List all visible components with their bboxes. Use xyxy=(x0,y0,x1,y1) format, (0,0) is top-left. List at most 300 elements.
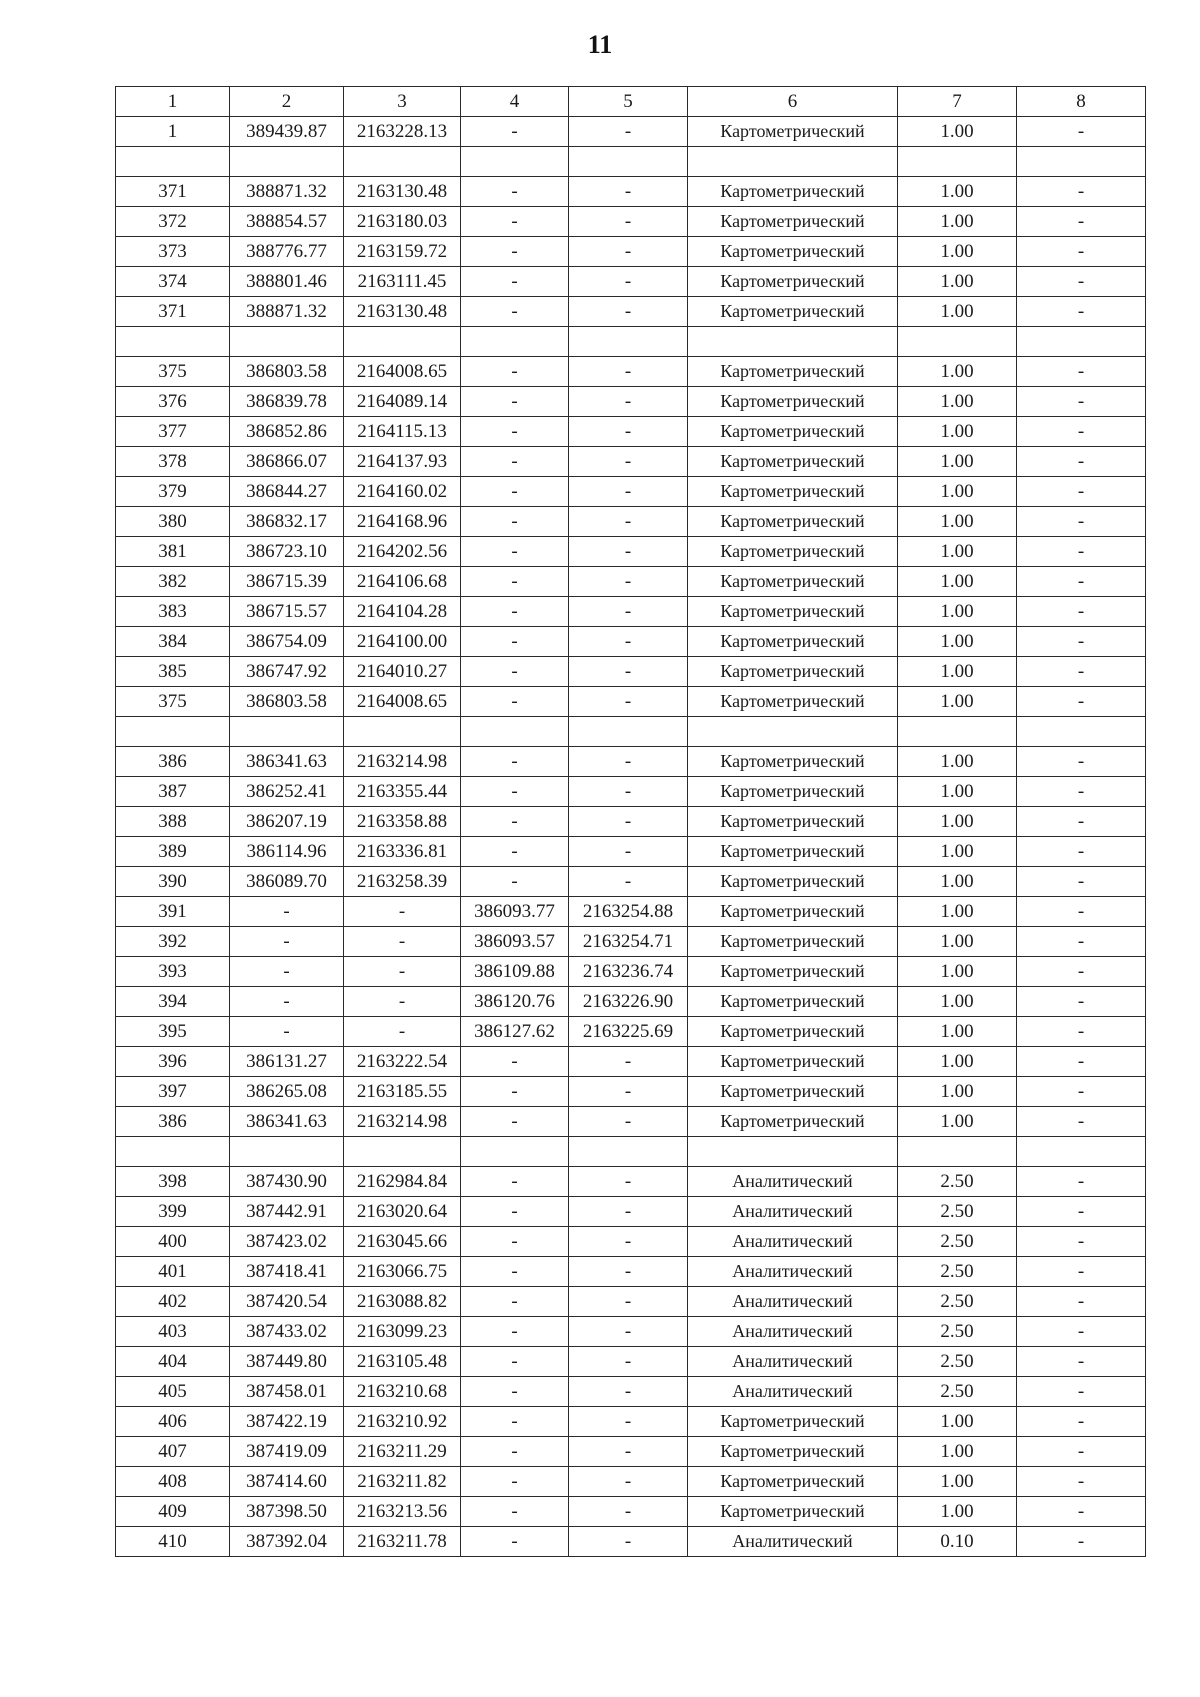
point-number-cell: 408 xyxy=(116,1467,230,1497)
y-coord-cell: 2163355.44 xyxy=(344,777,461,807)
y-new-cell: - xyxy=(569,177,688,207)
point-number-cell: 377 xyxy=(116,417,230,447)
note-cell xyxy=(1017,1137,1146,1167)
y-coord-cell: 2163130.48 xyxy=(344,177,461,207)
table-row xyxy=(116,597,1146,627)
y-new-cell: - xyxy=(569,417,688,447)
y-coord-cell: 2163211.78 xyxy=(344,1527,461,1557)
note-cell: - xyxy=(1017,1197,1146,1227)
x-coord-cell: 386723.10 xyxy=(230,537,344,567)
point-number-cell: 405 xyxy=(116,1377,230,1407)
point-number-cell: 371 xyxy=(116,177,230,207)
x-new-cell: - xyxy=(461,1317,569,1347)
accuracy-cell: 1.00 xyxy=(898,687,1017,717)
table-row xyxy=(116,477,1146,507)
method-cell: Картометрический xyxy=(688,1437,898,1467)
method-cell: Аналитический xyxy=(688,1317,898,1347)
x-coord-cell: 387433.02 xyxy=(230,1317,344,1347)
note-cell: - xyxy=(1017,1047,1146,1077)
table-row xyxy=(116,1317,1146,1347)
y-coord-cell: - xyxy=(344,927,461,957)
note-cell: - xyxy=(1017,1527,1146,1557)
y-new-cell: - xyxy=(569,1467,688,1497)
method-cell: Аналитический xyxy=(688,1377,898,1407)
note-cell: - xyxy=(1017,177,1146,207)
x-new-cell: - xyxy=(461,1287,569,1317)
y-coord-cell: 2163088.82 xyxy=(344,1287,461,1317)
y-new-cell: - xyxy=(569,387,688,417)
y-coord-cell: 2164137.93 xyxy=(344,447,461,477)
point-number-cell: 401 xyxy=(116,1257,230,1287)
note-cell: - xyxy=(1017,1287,1146,1317)
point-number-cell: 375 xyxy=(116,687,230,717)
table-row xyxy=(116,987,1146,1017)
accuracy-cell: 1.00 xyxy=(898,117,1017,147)
method-cell: Картометрический xyxy=(688,357,898,387)
y-new-cell: - xyxy=(569,447,688,477)
method-cell: Картометрический xyxy=(688,747,898,777)
note-cell: - xyxy=(1017,1437,1146,1467)
accuracy-cell: 2.50 xyxy=(898,1287,1017,1317)
note-cell: - xyxy=(1017,357,1146,387)
x-new-cell: - xyxy=(461,177,569,207)
note-cell: - xyxy=(1017,987,1146,1017)
method-cell: Картометрический xyxy=(688,507,898,537)
x-new-cell: - xyxy=(461,537,569,567)
point-number-cell: 374 xyxy=(116,267,230,297)
note-cell: - xyxy=(1017,1407,1146,1437)
x-coord-cell: 386114.96 xyxy=(230,837,344,867)
accuracy-cell: 1.00 xyxy=(898,207,1017,237)
x-new-cell: - xyxy=(461,657,569,687)
x-new-cell: - xyxy=(461,1467,569,1497)
y-new-cell: 2163236.74 xyxy=(569,957,688,987)
x-new-cell: - xyxy=(461,747,569,777)
table-row xyxy=(116,807,1146,837)
accuracy-cell: 1.00 xyxy=(898,537,1017,567)
table-row xyxy=(116,1107,1146,1137)
x-new-cell: - xyxy=(461,1167,569,1197)
table-row xyxy=(116,927,1146,957)
note-cell: - xyxy=(1017,837,1146,867)
x-new-cell: - xyxy=(461,447,569,477)
method-cell: Картометрический xyxy=(688,447,898,477)
note-cell: - xyxy=(1017,1257,1146,1287)
table-row xyxy=(116,1497,1146,1527)
y-coord-cell: 2163222.54 xyxy=(344,1047,461,1077)
note-cell: - xyxy=(1017,1077,1146,1107)
x-new-cell: - xyxy=(461,1437,569,1467)
x-coord-cell: 386715.39 xyxy=(230,567,344,597)
y-new-cell: - xyxy=(569,657,688,687)
x-new-cell xyxy=(461,1137,569,1167)
note-cell: - xyxy=(1017,1377,1146,1407)
x-new-cell: - xyxy=(461,597,569,627)
y-new-cell xyxy=(569,1137,688,1167)
y-new-cell: - xyxy=(569,1317,688,1347)
x-coord-cell: 386341.63 xyxy=(230,1107,344,1137)
point-number-cell xyxy=(116,327,230,357)
y-coord-cell: 2163214.98 xyxy=(344,747,461,777)
page-number: 11 xyxy=(587,30,613,59)
header-cell: 8 xyxy=(1017,87,1146,117)
x-coord-cell: 386844.27 xyxy=(230,477,344,507)
point-number-cell: 383 xyxy=(116,597,230,627)
note-cell: - xyxy=(1017,597,1146,627)
x-coord-cell: 387420.54 xyxy=(230,1287,344,1317)
x-new-cell: - xyxy=(461,1257,569,1287)
y-coord-cell: 2164202.56 xyxy=(344,537,461,567)
note-cell xyxy=(1017,717,1146,747)
point-number-cell: 402 xyxy=(116,1287,230,1317)
y-coord-cell: 2163211.82 xyxy=(344,1467,461,1497)
y-coord-cell: 2163210.92 xyxy=(344,1407,461,1437)
point-number-cell: 387 xyxy=(116,777,230,807)
x-new-cell: - xyxy=(461,1347,569,1377)
x-coord-cell: 387414.60 xyxy=(230,1467,344,1497)
accuracy-cell: 1.00 xyxy=(898,777,1017,807)
note-cell: - xyxy=(1017,627,1146,657)
accuracy-cell: 2.50 xyxy=(898,1257,1017,1287)
y-new-cell: - xyxy=(569,1497,688,1527)
note-cell: - xyxy=(1017,807,1146,837)
y-coord-cell xyxy=(344,327,461,357)
note-cell: - xyxy=(1017,1497,1146,1527)
x-coord-cell: - xyxy=(230,987,344,1017)
coordinates-table xyxy=(115,86,1146,1557)
method-cell: Аналитический xyxy=(688,1287,898,1317)
note-cell: - xyxy=(1017,117,1146,147)
y-coord-cell: 2163130.48 xyxy=(344,297,461,327)
point-number-cell: 379 xyxy=(116,477,230,507)
accuracy-cell: 0.10 xyxy=(898,1527,1017,1557)
method-cell: Картометрический xyxy=(688,987,898,1017)
y-new-cell: - xyxy=(569,1167,688,1197)
x-coord-cell: 387430.90 xyxy=(230,1167,344,1197)
point-number-cell: 393 xyxy=(116,957,230,987)
y-new-cell: - xyxy=(569,1047,688,1077)
y-new-cell: - xyxy=(569,807,688,837)
method-cell: Картометрический xyxy=(688,1467,898,1497)
y-coord-cell: 2162984.84 xyxy=(344,1167,461,1197)
note-cell: - xyxy=(1017,297,1146,327)
accuracy-cell: 1.00 xyxy=(898,1017,1017,1047)
note-cell: - xyxy=(1017,387,1146,417)
y-new-cell: - xyxy=(569,1227,688,1257)
accuracy-cell: 1.00 xyxy=(898,1407,1017,1437)
accuracy-cell: 1.00 xyxy=(898,987,1017,1017)
x-new-cell: - xyxy=(461,1107,569,1137)
x-coord-cell: 386131.27 xyxy=(230,1047,344,1077)
note-cell: - xyxy=(1017,237,1146,267)
y-new-cell: - xyxy=(569,747,688,777)
y-coord-cell xyxy=(344,147,461,177)
point-number-cell: 373 xyxy=(116,237,230,267)
method-cell: Картометрический xyxy=(688,267,898,297)
table-row xyxy=(116,537,1146,567)
y-coord-cell: - xyxy=(344,897,461,927)
method-cell: Картометрический xyxy=(688,387,898,417)
note-cell: - xyxy=(1017,777,1146,807)
method-cell: Картометрический xyxy=(688,477,898,507)
x-coord-cell: 386341.63 xyxy=(230,747,344,777)
x-new-cell xyxy=(461,717,569,747)
point-number-cell: 388 xyxy=(116,807,230,837)
point-number-cell: 410 xyxy=(116,1527,230,1557)
x-coord-cell: 388801.46 xyxy=(230,267,344,297)
point-number-cell: 380 xyxy=(116,507,230,537)
y-new-cell: - xyxy=(569,867,688,897)
method-cell: Картометрический xyxy=(688,597,898,627)
y-coord-cell: 2163185.55 xyxy=(344,1077,461,1107)
x-new-cell: - xyxy=(461,867,569,897)
y-new-cell xyxy=(569,147,688,177)
point-number-cell: 382 xyxy=(116,567,230,597)
method-cell: Картометрический xyxy=(688,417,898,447)
table-row xyxy=(116,747,1146,777)
x-new-cell xyxy=(461,147,569,177)
y-new-cell: - xyxy=(569,1257,688,1287)
table-row xyxy=(116,1287,1146,1317)
method-cell: Картометрический xyxy=(688,777,898,807)
y-coord-cell: 2164104.28 xyxy=(344,597,461,627)
x-coord-cell: 387418.41 xyxy=(230,1257,344,1287)
table-row xyxy=(116,417,1146,447)
point-number-cell: 378 xyxy=(116,447,230,477)
table-row xyxy=(116,837,1146,867)
y-coord-cell: 2163105.48 xyxy=(344,1347,461,1377)
y-coord-cell: - xyxy=(344,1017,461,1047)
method-cell: Аналитический xyxy=(688,1227,898,1257)
point-number-cell xyxy=(116,717,230,747)
x-new-cell: - xyxy=(461,477,569,507)
table-row xyxy=(116,1197,1146,1227)
method-cell: Картометрический xyxy=(688,927,898,957)
accuracy-cell: 1.00 xyxy=(898,867,1017,897)
x-new-cell: - xyxy=(461,357,569,387)
note-cell: - xyxy=(1017,1017,1146,1047)
table-row xyxy=(116,177,1146,207)
table-row xyxy=(116,1347,1146,1377)
y-new-cell: - xyxy=(569,1407,688,1437)
x-coord-cell xyxy=(230,147,344,177)
table-row xyxy=(116,507,1146,537)
y-coord-cell: 2164160.02 xyxy=(344,477,461,507)
accuracy-cell xyxy=(898,147,1017,177)
x-new-cell: - xyxy=(461,1527,569,1557)
method-cell: Картометрический xyxy=(688,1077,898,1107)
point-number-cell: 376 xyxy=(116,387,230,417)
point-number-cell: 395 xyxy=(116,1017,230,1047)
y-coord-cell: 2163213.56 xyxy=(344,1497,461,1527)
table-row xyxy=(116,237,1146,267)
point-number-cell: 391 xyxy=(116,897,230,927)
y-coord-cell: 2164010.27 xyxy=(344,657,461,687)
method-cell: Картометрический xyxy=(688,1047,898,1077)
point-number-cell: 406 xyxy=(116,1407,230,1437)
table-row xyxy=(116,1467,1146,1497)
table-row xyxy=(116,777,1146,807)
y-new-cell: - xyxy=(569,567,688,597)
accuracy-cell: 1.00 xyxy=(898,597,1017,627)
method-cell: Картометрический xyxy=(688,567,898,597)
table-row xyxy=(116,447,1146,477)
note-cell: - xyxy=(1017,537,1146,567)
method-cell: Картометрический xyxy=(688,657,898,687)
note-cell: - xyxy=(1017,1107,1146,1137)
table-row xyxy=(116,267,1146,297)
method-cell xyxy=(688,327,898,357)
y-new-cell: - xyxy=(569,1107,688,1137)
x-new-cell: - xyxy=(461,1407,569,1437)
x-coord-cell: 387442.91 xyxy=(230,1197,344,1227)
x-new-cell: - xyxy=(461,237,569,267)
accuracy-cell: 1.00 xyxy=(898,837,1017,867)
y-coord-cell: 2164168.96 xyxy=(344,507,461,537)
note-cell: - xyxy=(1017,897,1146,927)
accuracy-cell: 1.00 xyxy=(898,297,1017,327)
accuracy-cell: 1.00 xyxy=(898,567,1017,597)
accuracy-cell: 1.00 xyxy=(898,627,1017,657)
method-cell: Картометрический xyxy=(688,1017,898,1047)
table-row xyxy=(116,1167,1146,1197)
table-row xyxy=(116,1527,1146,1557)
method-cell: Аналитический xyxy=(688,1167,898,1197)
x-coord-cell: - xyxy=(230,927,344,957)
accuracy-cell: 1.00 xyxy=(898,1437,1017,1467)
y-new-cell: - xyxy=(569,1197,688,1227)
x-coord-cell: - xyxy=(230,897,344,927)
y-new-cell: - xyxy=(569,207,688,237)
header-cell: 6 xyxy=(688,87,898,117)
y-new-cell: - xyxy=(569,837,688,867)
y-coord-cell: 2163099.23 xyxy=(344,1317,461,1347)
header-cell: 3 xyxy=(344,87,461,117)
accuracy-cell: 2.50 xyxy=(898,1317,1017,1347)
note-cell: - xyxy=(1017,657,1146,687)
x-new-cell: - xyxy=(461,1197,569,1227)
point-number-cell: 392 xyxy=(116,927,230,957)
x-new-cell: 386093.57 xyxy=(461,927,569,957)
accuracy-cell: 2.50 xyxy=(898,1167,1017,1197)
x-coord-cell: 386839.78 xyxy=(230,387,344,417)
accuracy-cell: 1.00 xyxy=(898,447,1017,477)
accuracy-cell: 1.00 xyxy=(898,417,1017,447)
table-row xyxy=(116,957,1146,987)
y-coord-cell: 2163159.72 xyxy=(344,237,461,267)
y-coord-cell: - xyxy=(344,957,461,987)
header-row xyxy=(116,87,1146,117)
x-new-cell: - xyxy=(461,567,569,597)
x-coord-cell: 387419.09 xyxy=(230,1437,344,1467)
y-new-cell: - xyxy=(569,267,688,297)
y-new-cell: - xyxy=(569,237,688,267)
accuracy-cell: 1.00 xyxy=(898,927,1017,957)
table-row xyxy=(116,1437,1146,1467)
point-number-cell: 400 xyxy=(116,1227,230,1257)
y-coord-cell: 2163214.98 xyxy=(344,1107,461,1137)
method-cell xyxy=(688,717,898,747)
point-number-cell: 394 xyxy=(116,987,230,1017)
header-cell: 7 xyxy=(898,87,1017,117)
accuracy-cell xyxy=(898,327,1017,357)
x-coord-cell xyxy=(230,717,344,747)
method-cell: Картометрический xyxy=(688,117,898,147)
y-coord-cell: 2163358.88 xyxy=(344,807,461,837)
method-cell: Картометрический xyxy=(688,1497,898,1527)
note-cell: - xyxy=(1017,507,1146,537)
y-coord-cell: 2163066.75 xyxy=(344,1257,461,1287)
accuracy-cell: 1.00 xyxy=(898,1077,1017,1107)
accuracy-cell: 1.00 xyxy=(898,177,1017,207)
accuracy-cell: 1.00 xyxy=(898,237,1017,267)
x-coord-cell: - xyxy=(230,1017,344,1047)
x-new-cell: - xyxy=(461,627,569,657)
y-new-cell: - xyxy=(569,1347,688,1377)
y-new-cell xyxy=(569,717,688,747)
y-new-cell: 2163254.71 xyxy=(569,927,688,957)
method-cell: Аналитический xyxy=(688,1257,898,1287)
table-row xyxy=(116,627,1146,657)
x-coord-cell: - xyxy=(230,957,344,987)
note-cell: - xyxy=(1017,477,1146,507)
x-coord-cell: 388776.77 xyxy=(230,237,344,267)
method-cell: Картометрический xyxy=(688,807,898,837)
accuracy-cell: 2.50 xyxy=(898,1377,1017,1407)
note-cell: - xyxy=(1017,1167,1146,1197)
method-cell: Картометрический xyxy=(688,897,898,927)
y-coord-cell: 2163210.68 xyxy=(344,1377,461,1407)
table-body xyxy=(116,87,1146,1557)
y-new-cell: - xyxy=(569,1377,688,1407)
method-cell: Картометрический xyxy=(688,687,898,717)
accuracy-cell: 1.00 xyxy=(898,357,1017,387)
method-cell: Картометрический xyxy=(688,837,898,867)
y-coord-cell xyxy=(344,717,461,747)
y-new-cell: - xyxy=(569,777,688,807)
note-cell: - xyxy=(1017,957,1146,987)
y-coord-cell: 2163180.03 xyxy=(344,207,461,237)
y-new-cell: 2163226.90 xyxy=(569,987,688,1017)
table-row xyxy=(116,387,1146,417)
table-row xyxy=(116,297,1146,327)
y-coord-cell xyxy=(344,1137,461,1167)
x-coord-cell: 388871.32 xyxy=(230,297,344,327)
y-coord-cell: - xyxy=(344,987,461,1017)
separator-row xyxy=(116,327,1146,357)
accuracy-cell: 1.00 xyxy=(898,957,1017,987)
table-row xyxy=(116,207,1146,237)
header-cell: 4 xyxy=(461,87,569,117)
y-new-cell: - xyxy=(569,1077,688,1107)
x-coord-cell: 387398.50 xyxy=(230,1497,344,1527)
x-new-cell: - xyxy=(461,417,569,447)
note-cell: - xyxy=(1017,447,1146,477)
point-number-cell xyxy=(116,147,230,177)
method-cell: Картометрический xyxy=(688,177,898,207)
accuracy-cell: 1.00 xyxy=(898,897,1017,927)
x-coord-cell: 387423.02 xyxy=(230,1227,344,1257)
y-new-cell: - xyxy=(569,507,688,537)
point-number-cell: 386 xyxy=(116,747,230,777)
x-new-cell: - xyxy=(461,1377,569,1407)
method-cell: Картометрический xyxy=(688,957,898,987)
y-new-cell: - xyxy=(569,357,688,387)
x-coord-cell: 386832.17 xyxy=(230,507,344,537)
x-coord-cell: 386866.07 xyxy=(230,447,344,477)
note-cell: - xyxy=(1017,207,1146,237)
x-new-cell: 386120.76 xyxy=(461,987,569,1017)
